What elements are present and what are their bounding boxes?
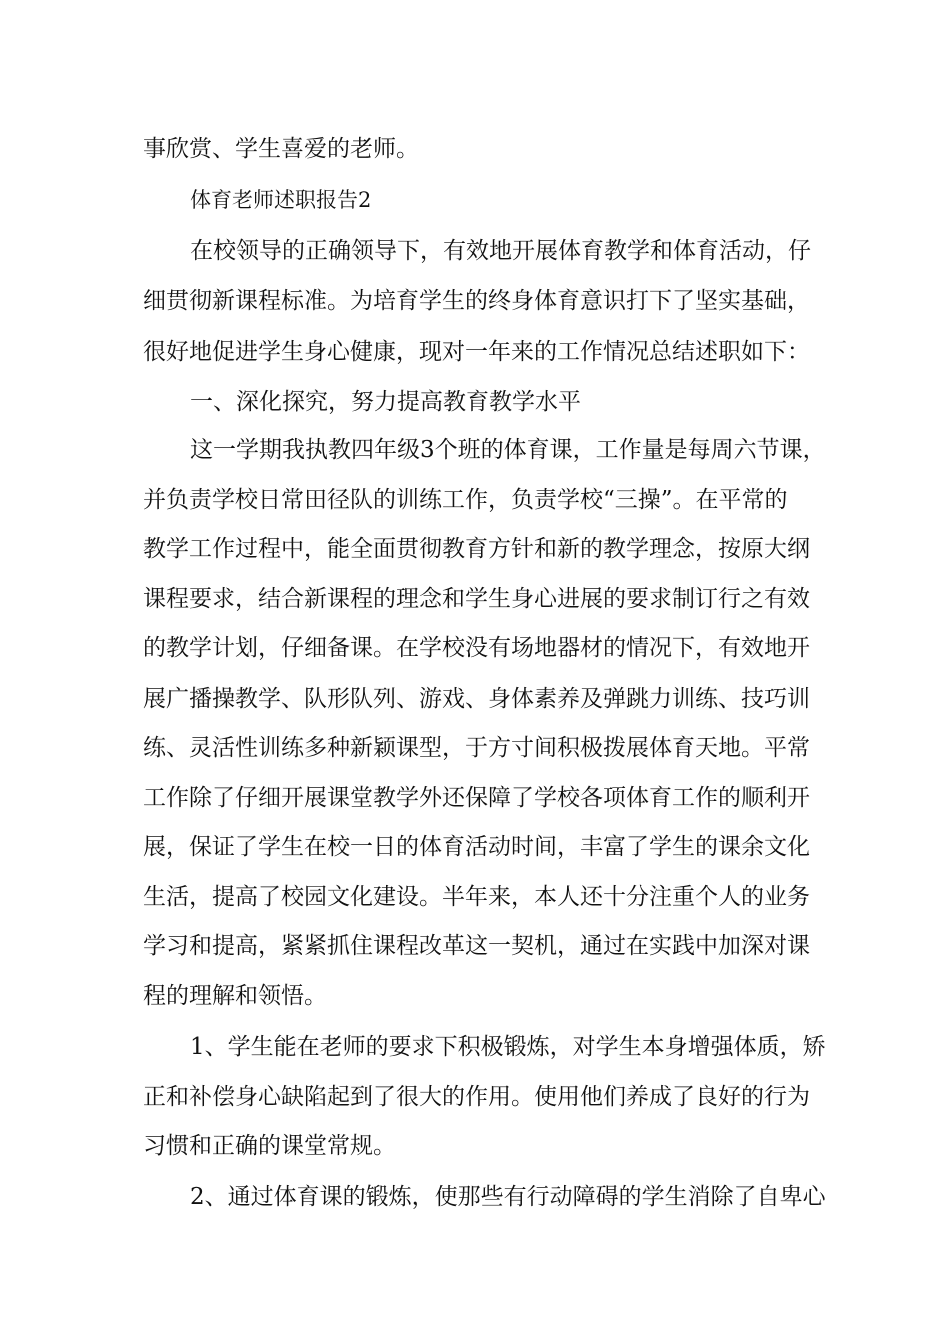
paragraph-line: 的教学计划，仔细备课。在学校没有场地器材的情况下，有效地开 <box>143 635 810 661</box>
paragraph-line: 练、灵活性训练多种新颖课型，于方寸间积极拨展体育天地。平常 <box>143 735 810 761</box>
paragraph-line: 很好地促进学生身心健康，现对一年来的工作情况总结述职如下： <box>143 339 810 365</box>
paragraph-line: 细贯彻新课程标准。为培育学生的终身体育意识打下了坚实基础， <box>143 288 810 314</box>
paragraph-line: 2、通过体育课的锻炼，使那些有行动障碍的学生消除了自卑心 <box>190 1184 826 1210</box>
report-title: 体育老师述职报告2 <box>190 188 372 212</box>
paragraph-line: 1、学生能在老师的要求下积极锻炼，对学生本身增强体质，矫 <box>190 1034 826 1060</box>
paragraph-line: 并负责学校日常田径队的训练工作，负责学校“三操”。在平常的 <box>143 487 788 513</box>
paragraph-line: 正和补偿身心缺陷起到了很大的作用。使用他们养成了良好的行为 <box>143 1084 810 1110</box>
section-heading: 一、深化探究，努力提高教育教学水平 <box>190 389 581 415</box>
paragraph-line: 在校领导的正确领导下，有效地开展体育教学和体育活动，仔 <box>190 238 811 264</box>
paragraph-line: 学习和提高，紧紧抓住课程改革这一契机，通过在实践中加深对课 <box>143 933 810 959</box>
paragraph-line: 这一学期我执教四年级3个班的体育课，工作量是每周六节课， <box>190 437 826 463</box>
paragraph-line: 教学工作过程中，能全面贯彻教育方针和新的教学理念，按原大纲 <box>143 536 810 562</box>
paragraph-line: 事欣赏、学生喜爱的老师。 <box>143 136 419 162</box>
paragraph-line: 习惯和正确的课堂常规。 <box>143 1133 396 1159</box>
paragraph-line: 程的理解和领悟。 <box>143 983 327 1009</box>
paragraph-line: 工作除了仔细开展课堂教学外还保障了学校各项体育工作的顺利开 <box>143 785 810 811</box>
paragraph-line: 展，保证了学生在校一日的体育活动时间，丰富了学生的课余文化 <box>143 834 810 860</box>
paragraph-line: 生活，提高了校园文化建设。半年来，本人还十分注重个人的业务 <box>143 884 810 910</box>
paragraph-line: 课程要求，结合新课程的理念和学生身心进展的要求制订行之有效 <box>143 586 810 612</box>
paragraph-line: 展广播操教学、队形队列、游戏、身体素养及弹跳力训练、技巧训 <box>143 686 810 712</box>
